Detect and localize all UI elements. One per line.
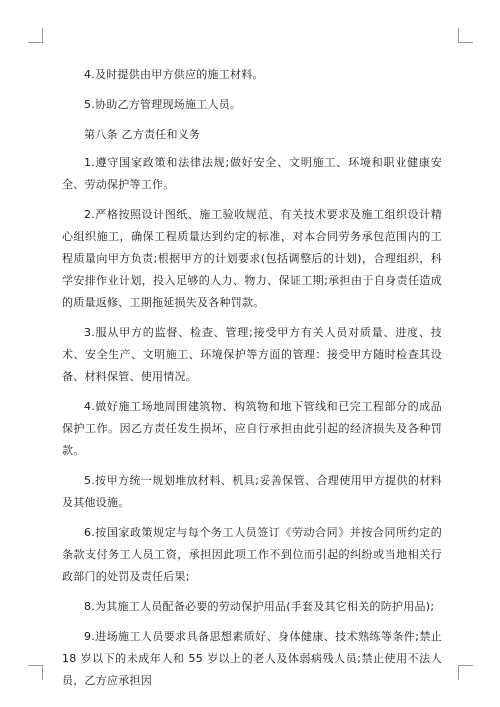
paragraph-item-5: 5.协助乙方管理现场施工人员。 xyxy=(84,98,242,111)
paragraph-obligation-2: 2.严格按照设计图纸、施工验收规范、有关技术要求及施工组织设计精心组织施工，确保工程质量达到约定的标准，对本合同劳务承包范围内的工程质量向甲方负责;根据甲方的计划要求(包括调整后的计划)，合理组织，科学安排作业计划，投入足够的人力、物力、保证工期;承担由于自身责任造成的质量返修、工期拖延损失及各种罚款。 xyxy=(62,208,442,309)
crop-mark-bottom-left xyxy=(28,665,43,680)
paragraph-obligation-5: 5.按甲方统一规划堆放材料、机具;妥善保管、合理使用甲方提供的材料及其他设施。 xyxy=(62,474,442,509)
paragraph-item-4: 4.及时提供由甲方供应的施工材料。 xyxy=(84,68,264,81)
paragraph-obligation-1: 1.遵守国家政策和法律法规;做好安全、文明施工、环境和职业健康安全、劳动保护等工作。 xyxy=(62,156,442,191)
section-heading-article-8: 第八条 乙方责任和义务 xyxy=(84,128,201,141)
paragraph-obligation-4: 4.做好施工场地周围建筑物、构筑物和地下管线和已完工程部分的成品保护工作。因乙方责任发生损坏，应自行承担由此引起的经济损失及各种罚款。 xyxy=(62,400,442,457)
paragraph-obligation-6: 6.按国家政策规定与每个务工人员签订《劳动合同》并按合同所约定的条款支付务工人员工资，承担因此项工作不到位而引起的纠纷或当地相关行政部门的处罚及责任后果; xyxy=(62,526,442,583)
paragraph-obligation-3: 3.服从甲方的监督、检查、管理;接受甲方有关人员对质量、进度、技术、安全生产、文明施工、环境保护等方面的管理：接受甲方随时检查其设备、材料保管、使用情况。 xyxy=(62,326,442,383)
crop-mark-top-left xyxy=(28,28,43,43)
paragraph-obligation-9: 9.进场施工人员要求具备思想素质好、身体健康、技术熟练等条件;禁止 18 岁以下的未成年人和 55 岁以上的老人及体弱病残人员;禁止使用不法人员，乙方应承担因 xyxy=(62,630,442,687)
crop-mark-top-right xyxy=(458,28,473,43)
paragraph-obligation-8: 8.为其施工人员配备必要的劳动保护用品(手套及其它相关的防护用品); xyxy=(84,600,435,613)
crop-mark-bottom-right xyxy=(458,665,473,680)
document-body xyxy=(62,64,442,700)
